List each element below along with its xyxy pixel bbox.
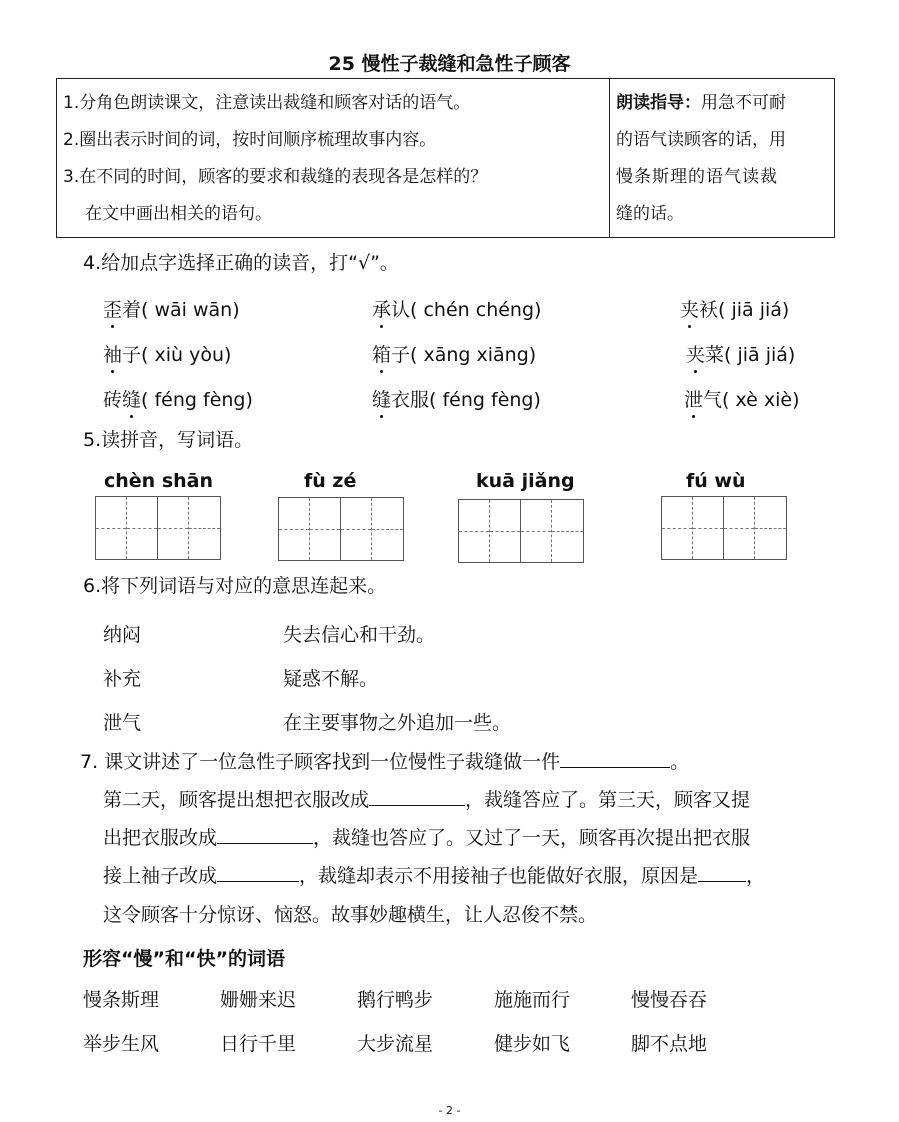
- pronunciation-item: 缝衣服( féng fèng): [372, 385, 541, 412]
- vocab-word: 举步生风: [83, 1033, 160, 1055]
- pronunciation-item: 歪着( wāi wān): [103, 295, 240, 322]
- match-word: 泄气: [103, 712, 142, 734]
- task-item: 2.圈出表示时间的词，按时间顺序梳理故事内容。: [63, 130, 437, 150]
- q7-line: 接上袖子改成 ，裁缝却表示不用接袖子也能做好衣服，原因是 ，: [103, 865, 766, 887]
- q7-line: 第二天，顾客提出想把衣服改成 ，裁缝答应了。第三天，顾客又提: [103, 789, 751, 811]
- pinyin-label: fú wù: [686, 470, 746, 492]
- q7-line: 这令顾客十分惊讶、恼怒。故事妙趣横生，让人忍俊不禁。: [103, 904, 598, 926]
- q5-heading: 5.读拼音，写词语。: [83, 429, 254, 451]
- match-word: 纳闷: [103, 624, 142, 646]
- answer-blank[interactable]: [560, 749, 670, 768]
- pronunciation-item: 承认( chén chéng): [372, 295, 541, 322]
- q7-line: 7. 课文讲述了一位急性子顾客找到一位慢性子裁缝做一件 。: [80, 751, 690, 773]
- match-word: 补充: [103, 668, 142, 690]
- vocab-heading: 形容“慢”和“快”的词语: [83, 948, 285, 970]
- page-number: - 2 -: [438, 1104, 461, 1117]
- task-item: 3.在不同的时间，顾客的要求和裁缝的表现各是怎样的？: [63, 167, 488, 187]
- vocab-word: 日行千里: [220, 1033, 297, 1055]
- task-item: 1.分角色朗读课文，注意读出裁缝和顾客对话的语气。: [63, 93, 471, 113]
- task-table: [56, 78, 835, 238]
- match-meaning: 疑惑不解。: [283, 668, 379, 690]
- answer-blank[interactable]: [217, 863, 299, 882]
- vocab-word: 鹅行鸭步: [357, 989, 434, 1011]
- vocab-word: 慢条斯理: [83, 989, 160, 1011]
- guide-line: 的语气读顾客的话，用: [616, 130, 786, 150]
- guide-line: 慢条斯理的语气读裁: [616, 167, 778, 187]
- match-meaning: 失去信心和干劲。: [283, 624, 436, 646]
- pronunciation-item: 夹菜( jiā jiá): [686, 340, 795, 367]
- pinyin-label: kuā jiǎng: [476, 470, 575, 492]
- pinyin-label: chèn shān: [104, 470, 213, 492]
- writing-grid[interactable]: [278, 497, 404, 561]
- q7-line: 出把衣服改成 ，裁缝也答应了。又过了一天，顾客再次提出把衣服: [103, 827, 751, 849]
- guide-label: 朗读指导：: [616, 93, 701, 113]
- guide-line: 缝的话。: [616, 204, 684, 224]
- task-item: 在文中画出相关的语句。: [85, 204, 272, 224]
- writing-grid[interactable]: [95, 496, 221, 560]
- vocab-word: 脚不点地: [631, 1033, 708, 1055]
- answer-blank[interactable]: [217, 825, 313, 844]
- vocab-word: 姗姗来迟: [220, 989, 297, 1011]
- pronunciation-item: 袖子( xiù yòu): [103, 340, 231, 367]
- q6-heading: 6.将下列词语与对应的意思连起来。: [83, 575, 387, 597]
- pronunciation-item: 砖缝( féng fèng): [103, 385, 253, 412]
- reading-guide: [610, 79, 835, 238]
- pronunciation-item: 箱子( xāng xiāng): [372, 340, 536, 367]
- pronunciation-item: 泄气( xè xiè): [684, 385, 800, 412]
- match-meaning: 在主要事物之外追加一些。: [283, 712, 512, 734]
- vocab-word: 大步流星: [357, 1033, 434, 1055]
- writing-grid[interactable]: [458, 499, 584, 563]
- page-title: 25 慢性子裁缝和急性子顾客: [328, 53, 571, 75]
- vocab-word: 施施而行: [494, 989, 571, 1011]
- pinyin-label: fù zé: [304, 470, 357, 492]
- answer-blank[interactable]: [698, 863, 746, 882]
- vocab-word: 慢慢吞吞: [631, 989, 708, 1011]
- pronunciation-item: 夹袄( jiā jiá): [680, 295, 789, 322]
- guide-line: 用急不可耐: [701, 93, 786, 113]
- writing-grid[interactable]: [661, 496, 787, 560]
- vocab-word: 健步如飞: [494, 1033, 571, 1055]
- q4-heading: 4.给加点字选择正确的读音，打“√”。: [83, 252, 399, 274]
- task-list: [57, 79, 610, 238]
- answer-blank[interactable]: [369, 787, 465, 806]
